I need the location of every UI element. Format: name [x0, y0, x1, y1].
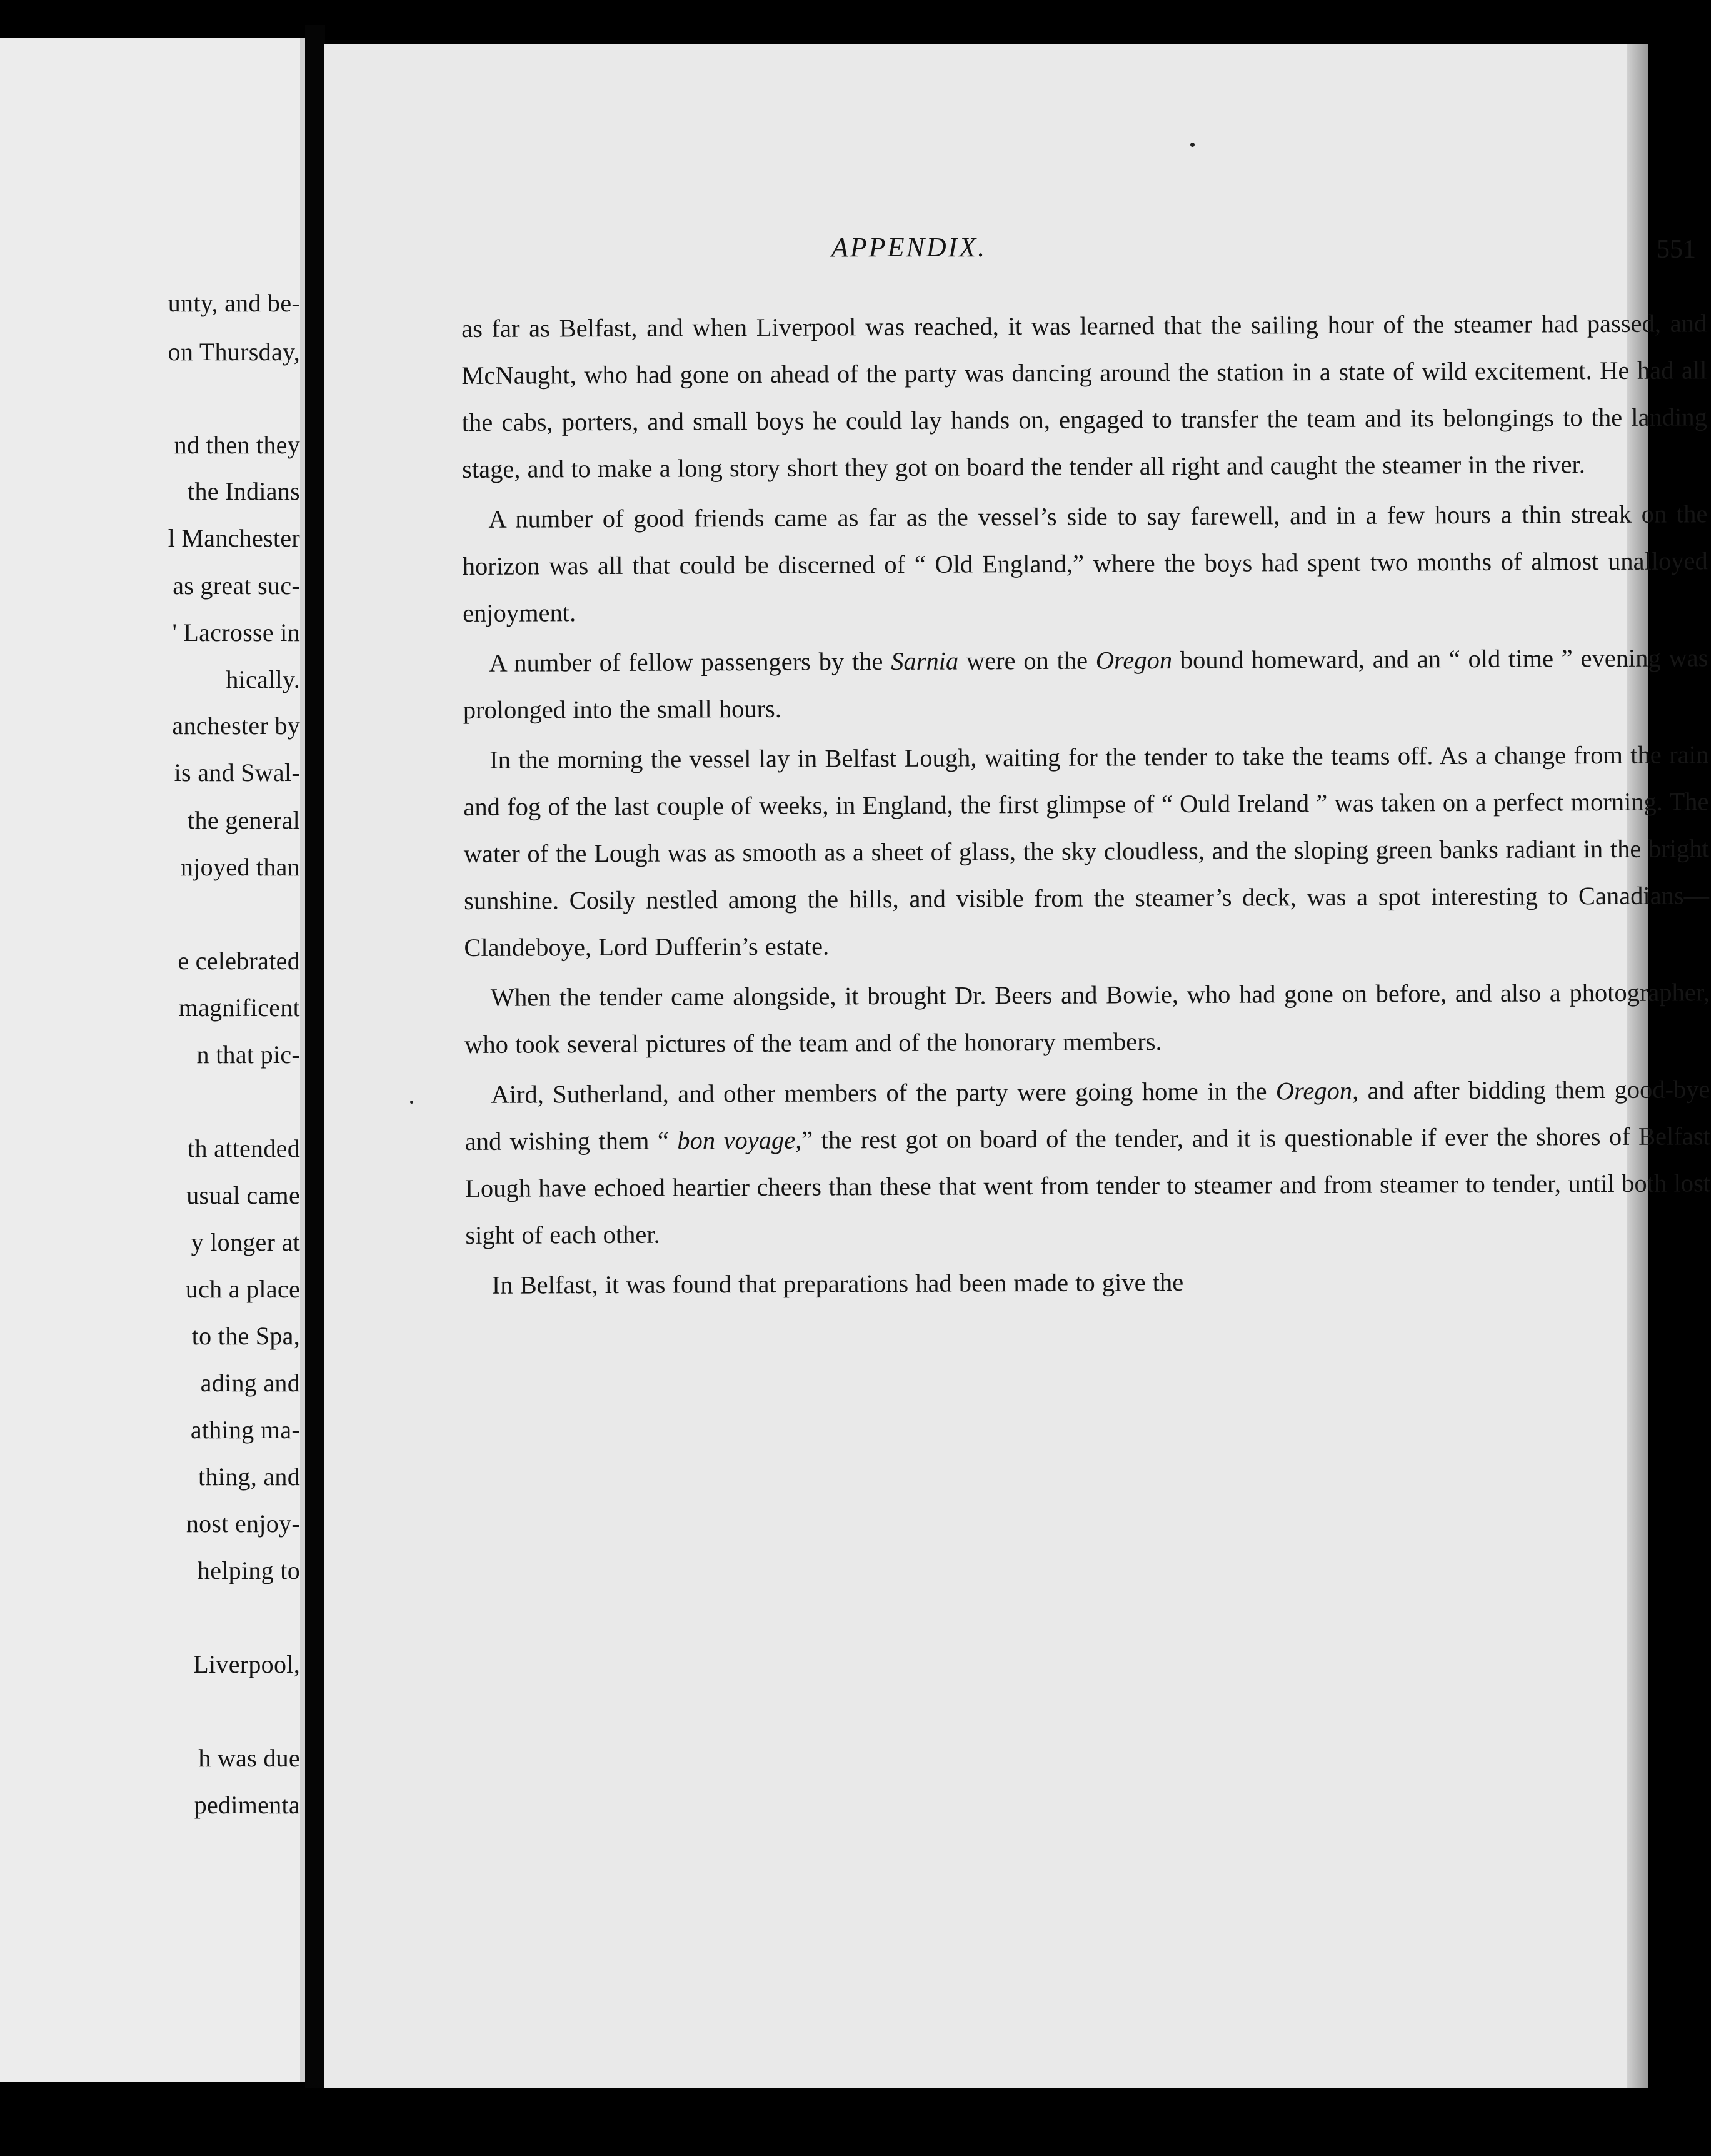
left-page-line: as great suc- — [173, 572, 300, 600]
speck — [410, 1101, 413, 1104]
text-run: A number of good friends came as far as the vessel’s side to say farewell, and in a few hours a thin streak on the horizon was all that could be discerned of “ Old England,” where the boys had spent two months of almost unalloyed enjoyment. — [462, 500, 1708, 627]
paragraph — [462, 490, 1708, 637]
left-page-line: h was due — [198, 1744, 300, 1772]
left-page-line: on Thursday, — [168, 338, 300, 366]
text-run: and after bidding them good-bye and wishing them “ — [464, 1075, 1710, 1156]
right-page — [324, 44, 1711, 2088]
text-run: In Belfast, it was found that preparations had been made to give the — [491, 1267, 1184, 1299]
left-page-line: ' Lacrosse in — [172, 618, 300, 647]
left-page — [0, 38, 305, 2082]
text-run: When the tender came alongside, it brought Dr. Beers and Bowie, who had gone on before, and also a photographer, who took several pictures of the team and of the honorary members. — [464, 978, 1710, 1059]
left-page-line: usual came — [186, 1181, 300, 1209]
left-page-line: thing, and — [198, 1463, 300, 1491]
text-run: were on the — [958, 646, 1096, 675]
left-page-line: magnificent — [178, 994, 300, 1022]
left-page-line: njoyed than — [180, 853, 300, 881]
left-page-line: is and Swal- — [174, 758, 300, 787]
running-head: APPENDIX. — [831, 232, 987, 263]
left-page-line: anchester by — [172, 712, 300, 740]
left-page-line: hically. — [226, 665, 300, 693]
left-page-line: unty, and be- — [168, 289, 300, 317]
left-page-line: th attended — [188, 1134, 300, 1162]
left-page-line: Liverpool, — [193, 1650, 300, 1678]
left-page-line: to the Spa, — [191, 1322, 300, 1350]
left-page-line: e celebrated — [178, 947, 300, 975]
left-page-line: l Manchester — [168, 524, 300, 552]
left-page-gutter-shadow — [300, 38, 305, 2082]
left-page-line: uch a place — [185, 1275, 300, 1303]
paragraph — [464, 1065, 1710, 1259]
italic-text: Oregon — [1095, 646, 1173, 675]
paragraph — [463, 634, 1708, 733]
text-run: A number of fellow passengers by the — [489, 647, 891, 677]
italic-text: bon voyage, — [677, 1126, 802, 1155]
paragraph — [466, 1256, 1711, 1309]
text-run: ” the rest got on board of the tender, and it is questionable if ever the shores of Belfast Lough have echoed heartier cheers than these that went from tender to steamer and from steamer to tender, until both lost sight of each other. — [465, 1122, 1711, 1249]
left-page-line: the Indians — [188, 477, 300, 505]
paragraph — [464, 969, 1710, 1068]
left-page-line: helping to — [197, 1556, 300, 1584]
paragraph — [461, 300, 1707, 493]
text-run: as far as Belfast, and when Liverpool was reached, it was learned that the sailing hour of the steamer had passed, and McNaught, who had gone on ahead of the party was dancing around the station in a state of wild excitement. He had all the cabs, porters, and small boys he could lay hands on, engaged to transfer the team and its belongings to the landing stage, and to make a long story short they got on board the tender all right and caught the steamer in the river. — [461, 309, 1707, 483]
left-page-line: nd then they — [174, 431, 300, 459]
book-spine — [305, 25, 325, 2088]
text-run: In the morning the vessel lay in Belfast Lough, waiting for the tender to take the teams off. As a change from the rain and fog of the last couple of weeks, in England, the first glimpse of “ Ould Ireland ” was taken on a perfect morning. The water of the Lough was as smooth as a sheet of glass, the sky cloudless, and the sloping green banks radiant in the bright sunshine. Cosily nestled among the hills, and visible from the steamer’s deck, was a spot interesting to Canadians—Clandeboye, Lord Dufferin’s estate. — [463, 740, 1710, 962]
left-page-line: n that pic- — [196, 1040, 300, 1069]
left-page-line: the general — [188, 806, 300, 834]
left-page-line: athing ma- — [190, 1416, 300, 1444]
left-page-line: pedimenta — [194, 1791, 300, 1819]
text-run: Aird, Sutherland, and other members of the party were going home in the — [491, 1077, 1276, 1109]
italic-text: Oregon, — [1275, 1076, 1359, 1106]
italic-text: Sarnia — [891, 647, 959, 676]
page-number: 551 — [1657, 235, 1696, 264]
text-run: bound homeward, and an “ old time ” evening was prolonged into the small hours. — [463, 643, 1708, 724]
paragraph — [463, 731, 1710, 971]
speck — [1190, 143, 1195, 147]
left-page-line: y longer at — [191, 1228, 300, 1256]
left-page-line: nost enjoy- — [186, 1509, 300, 1538]
left-page-line: ading and — [200, 1369, 300, 1397]
body-text — [461, 300, 1711, 1312]
